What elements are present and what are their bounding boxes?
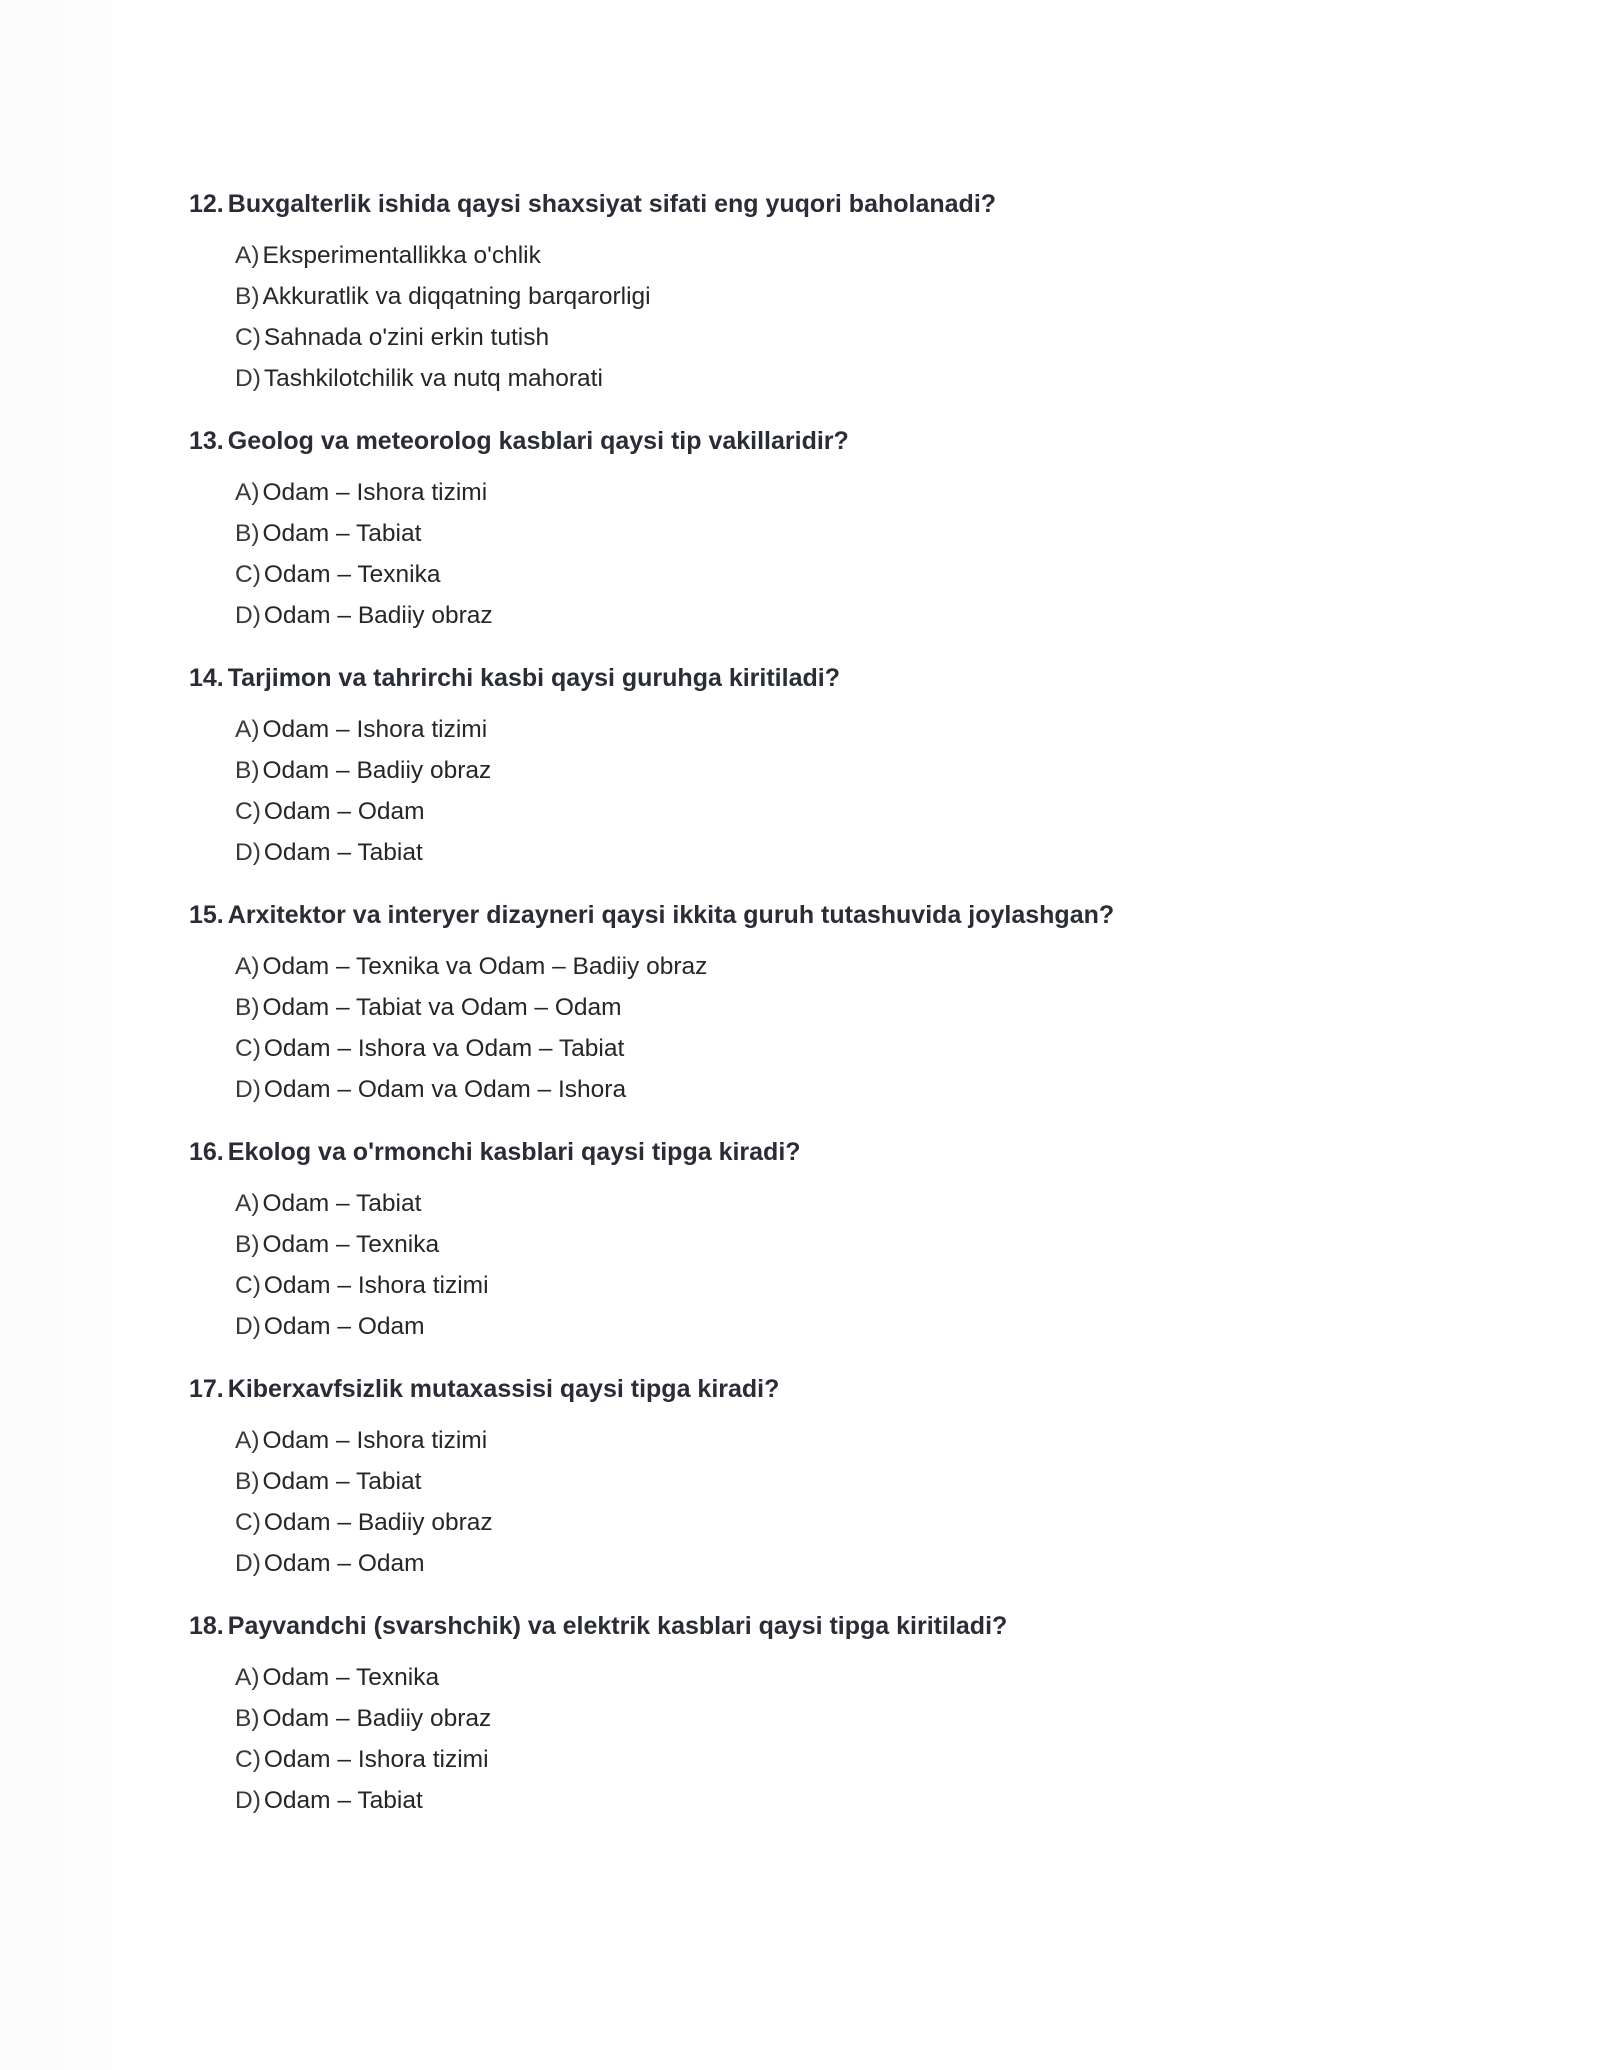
question-text: Arxitektor va interyer dizayneri qaysi ikkita guruh tutashuvida joylashgan? xyxy=(227,901,1115,929)
answer-option xyxy=(235,235,1489,276)
option-list xyxy=(189,1183,1489,1347)
question-number: 13. xyxy=(189,427,224,455)
answer-option xyxy=(235,946,1489,987)
answer-option xyxy=(235,1183,1489,1224)
option-text: Eksperimentallikka o'chlik xyxy=(262,242,541,269)
option-letter: B) xyxy=(235,757,260,784)
option-text: Odam – Texnika xyxy=(262,1231,440,1258)
option-letter: A) xyxy=(235,1664,260,1691)
option-letter: A) xyxy=(235,242,260,269)
answer-option xyxy=(235,1069,1489,1110)
question-block xyxy=(189,425,1489,636)
option-letter: B) xyxy=(235,994,260,1021)
option-text: Odam – Ishora tizimi xyxy=(263,1746,489,1773)
option-text: Odam – Odam xyxy=(263,1550,425,1577)
option-letter: C) xyxy=(235,1272,261,1299)
question-number: 12. xyxy=(189,190,224,218)
answer-option xyxy=(235,1739,1489,1780)
answer-option xyxy=(235,709,1489,750)
answer-option xyxy=(235,1698,1489,1739)
answer-option xyxy=(235,1502,1489,1543)
answer-option xyxy=(235,1543,1489,1584)
option-letter: B) xyxy=(235,1231,260,1258)
answer-option xyxy=(235,750,1489,791)
question-title xyxy=(189,899,1489,932)
question-title xyxy=(189,1136,1489,1169)
option-letter: D) xyxy=(235,839,261,866)
option-letter: B) xyxy=(235,283,260,310)
option-list xyxy=(189,1657,1489,1821)
answer-option xyxy=(235,791,1489,832)
question-block xyxy=(189,188,1489,399)
option-text: Odam – Ishora tizimi xyxy=(262,1427,488,1454)
option-letter: D) xyxy=(235,1787,261,1814)
answer-option xyxy=(235,595,1489,636)
option-letter: A) xyxy=(235,1190,260,1217)
option-text: Odam – Badiiy obraz xyxy=(262,757,492,784)
option-letter: A) xyxy=(235,716,260,743)
answer-option xyxy=(235,358,1489,399)
option-text: Odam – Texnika va Odam – Badiiy obraz xyxy=(262,953,708,980)
question-number: 16. xyxy=(189,1138,224,1166)
option-text: Odam – Ishora va Odam – Tabiat xyxy=(263,1035,625,1062)
option-letter: D) xyxy=(235,1313,261,1340)
question-block xyxy=(189,899,1489,1110)
option-letter: C) xyxy=(235,561,261,588)
option-text: Odam – Odam xyxy=(263,798,425,825)
question-text: Buxgalterlik ishida qaysi shaxsiyat sifati eng yuqori baholanadi? xyxy=(227,190,997,218)
question-title xyxy=(189,1610,1489,1643)
answer-option xyxy=(235,1265,1489,1306)
answer-option xyxy=(235,472,1489,513)
answer-option xyxy=(235,554,1489,595)
option-text: Odam – Ishora tizimi xyxy=(262,479,488,506)
option-list xyxy=(189,472,1489,636)
answer-option xyxy=(235,1224,1489,1265)
question-title xyxy=(189,662,1489,695)
question-block xyxy=(189,1373,1489,1584)
answer-option xyxy=(235,1420,1489,1461)
answer-option xyxy=(235,1028,1489,1069)
question-number: 17. xyxy=(189,1375,224,1403)
option-text: Odam – Badiiy obraz xyxy=(262,1705,492,1732)
option-letter: C) xyxy=(235,1509,261,1536)
question-number: 15. xyxy=(189,901,224,929)
option-letter: C) xyxy=(235,1746,261,1773)
question-number: 14. xyxy=(189,664,224,692)
option-text: Tashkilotchilik va nutq mahorati xyxy=(263,365,603,392)
answer-option xyxy=(235,832,1489,873)
answer-option xyxy=(235,987,1489,1028)
option-letter: B) xyxy=(235,520,260,547)
answer-option xyxy=(235,1657,1489,1698)
option-text: Odam – Badiiy obraz xyxy=(263,602,493,629)
question-list xyxy=(189,188,1489,1821)
question-block xyxy=(189,662,1489,873)
option-text: Odam – Odam xyxy=(263,1313,425,1340)
page-shadow xyxy=(0,0,172,2070)
answer-option xyxy=(235,1306,1489,1347)
option-text: Odam – Tabiat xyxy=(262,1190,422,1217)
option-text: Odam – Tabiat xyxy=(262,520,422,547)
option-text: Odam – Badiiy obraz xyxy=(263,1509,493,1536)
question-text: Payvandchi (svarshchik) va elektrik kasblari qaysi tipga kiritiladi? xyxy=(227,1612,1008,1640)
question-number: 18. xyxy=(189,1612,224,1640)
answer-option xyxy=(235,317,1489,358)
answer-option xyxy=(235,1461,1489,1502)
question-text: Kiberxavfsizlik mutaxassisi qaysi tipga kiradi? xyxy=(227,1375,780,1403)
option-letter: D) xyxy=(235,1550,261,1577)
option-letter: C) xyxy=(235,1035,261,1062)
question-text: Tarjimon va tahrirchi kasbi qaysi guruhga kiritiladi? xyxy=(227,664,840,692)
question-title xyxy=(189,425,1489,458)
option-letter: C) xyxy=(235,798,261,825)
question-block xyxy=(189,1610,1489,1821)
option-text: Odam – Tabiat xyxy=(263,839,423,866)
option-letter: A) xyxy=(235,1427,260,1454)
option-text: Odam – Ishora tizimi xyxy=(262,716,488,743)
option-text: Odam – Odam va Odam – Ishora xyxy=(263,1076,627,1103)
answer-option xyxy=(235,276,1489,317)
option-letter: B) xyxy=(235,1468,260,1495)
option-letter: D) xyxy=(235,1076,261,1103)
question-block xyxy=(189,1136,1489,1347)
option-text: Odam – Texnika xyxy=(262,1664,440,1691)
option-letter: A) xyxy=(235,953,260,980)
option-list xyxy=(189,235,1489,399)
option-text: Odam – Texnika xyxy=(263,561,441,588)
question-text: Geolog va meteorolog kasblari qaysi tip vakillaridir? xyxy=(227,427,849,455)
option-text: Odam – Ishora tizimi xyxy=(263,1272,489,1299)
option-text: Odam – Tabiat xyxy=(263,1787,423,1814)
answer-option xyxy=(235,513,1489,554)
answer-option xyxy=(235,1780,1489,1821)
question-title xyxy=(189,188,1489,221)
option-letter: D) xyxy=(235,602,261,629)
option-text: Akkuratlik va diqqatning barqarorligi xyxy=(262,283,651,310)
option-letter: A) xyxy=(235,479,260,506)
option-list xyxy=(189,946,1489,1110)
option-text: Sahnada o'zini erkin tutish xyxy=(263,324,550,351)
option-list xyxy=(189,1420,1489,1584)
option-list xyxy=(189,709,1489,873)
option-letter: D) xyxy=(235,365,261,392)
option-letter: B) xyxy=(235,1705,260,1732)
option-letter: C) xyxy=(235,324,261,351)
question-text: Ekolog va o'rmonchi kasblari qaysi tipga kiradi? xyxy=(227,1138,801,1166)
option-text: Odam – Tabiat va Odam – Odam xyxy=(262,994,622,1021)
question-title xyxy=(189,1373,1489,1406)
option-text: Odam – Tabiat xyxy=(262,1468,422,1495)
